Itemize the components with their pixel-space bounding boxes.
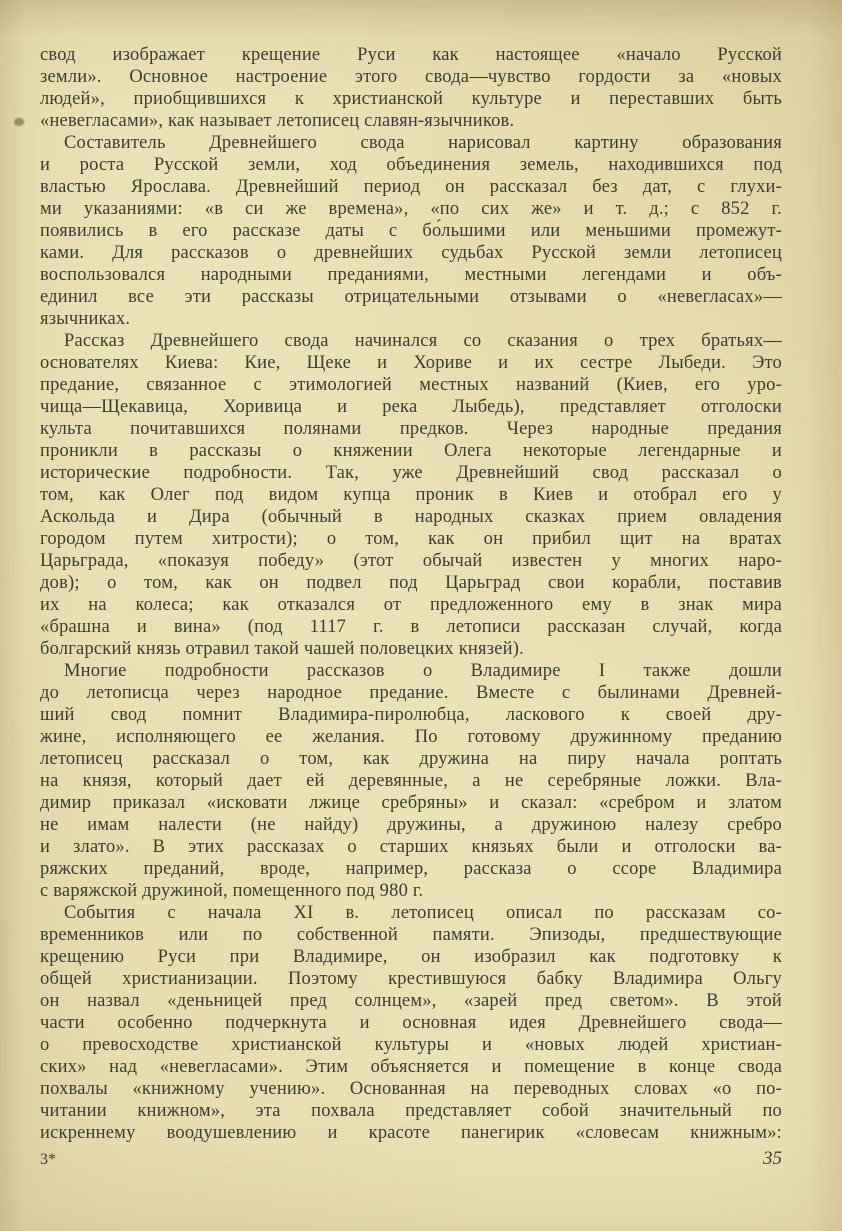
text-line: людей», приобщившихся к христианской культуре и переставших быть	[40, 89, 782, 109]
paragraph	[40, 44, 782, 132]
paragraph	[40, 330, 782, 660]
text-line: ший свод помнит Владимира-пиролюбца, ласкового к своей дру-	[40, 705, 782, 725]
text-line: властью Ярослава. Древнейший период он рассказал без дат, с глухи-	[40, 177, 782, 197]
text-line: похвалы «книжному учению». Основанная на переводных словах «о по-	[40, 1079, 782, 1099]
paragraph	[40, 660, 782, 902]
text-line: ряжских преданий, вроде, например, рассказа о ссоре Владимира	[40, 859, 782, 879]
text-line: болгарский князь отравил такой чашей половецких князей).	[40, 639, 524, 659]
text-line: воспользовался народными преданиями, местными легендами и объ-	[40, 265, 782, 285]
text-line: временников или по собственной памяти. Эпизоды, предшествующие	[40, 925, 782, 945]
text-line: язычниках.	[40, 309, 131, 329]
text-line: и роста Русской земли, ход объединения земель, находившихся под	[40, 155, 782, 175]
paragraph	[40, 902, 782, 1144]
text-line: проникли в рассказы о княжении Олега некоторые легендарные и	[40, 441, 782, 461]
text-line: читании книжном», эта похвала представляет собой значительный по	[40, 1101, 782, 1121]
text-line: городом путем хитрости); о том, как он прибил щит на вратах	[40, 529, 782, 549]
text-line: до летописца через народное предание. Вместе с былинами Древней-	[40, 683, 782, 703]
page-footer	[40, 1148, 782, 1174]
text-line: единил все эти рассказы отрицательными отзывами о «невегласах»—	[40, 287, 782, 307]
text-line: и злато». В этих рассказах о старших князьях были и отголоски ва-	[40, 837, 782, 857]
text-line: Рассказ Древнейшего свода начинался со сказания о трех братьях—	[64, 331, 782, 351]
text-line: на князя, который дает ей деревянные, а не серебряные ложки. Вла-	[40, 771, 782, 791]
text-line: искреннему воодушевлению и красоте панегирик «словесам книжным»:	[40, 1123, 782, 1143]
text-line: основателях Киева: Кие, Щеке и Хориве и их сестре Лыбеди. Это	[40, 353, 782, 373]
text-line: крещению Руси при Владимире, он изобразил как подготовку к	[40, 947, 782, 967]
text-line: не имам налести (не найду) дружины, а дружиною налезу сребро	[40, 815, 782, 835]
page-text	[40, 44, 782, 1144]
text-line: исторические подробности. Так, уже Древнейший свод рассказал о	[40, 463, 782, 483]
text-line: ками. Для рассказов о древнейших судьбах Русской земли летописец	[40, 243, 782, 263]
text-line: культа почитавшихся полянами предков. Через народные предания	[40, 419, 782, 439]
text-line: Многие подробности рассказов о Владимире I также дошли	[64, 661, 782, 681]
text-line: жине, исполняющего ее желания. По готовому дружинному преданию	[40, 727, 782, 747]
text-line: свод изображает крещение Руси как настоящее «начало Русской	[40, 45, 782, 65]
text-line: ских» над «невегласами». Этим объясняется и помещение в конце свода	[40, 1057, 782, 1077]
text-line: ми указаниями: «в си же времена», «по сих же» и т. д.; с 852 г.	[40, 199, 782, 219]
page-number: 35	[763, 1148, 782, 1169]
text-line: о превосходстве христианской культуры и «новых людей христиан-	[40, 1035, 782, 1055]
text-line: димир приказал «исковати лжице сребряны» и сказал: «сребром и златом	[40, 793, 782, 813]
text-line: «брашна и вина» (под 1117 г. в летописи рассказан случай, когда	[40, 617, 782, 637]
text-line: предание, связанное с этимологией местных названий (Киев, его уро-	[40, 375, 782, 395]
text-line: их на колеса; как отказался от предложенного ему в знак мира	[40, 595, 782, 615]
text-line: События с начала XI в. летописец описал по рассказам со-	[64, 903, 782, 923]
text-line: том, как Олег под видом купца проник в Киев и отобрал его у	[40, 485, 782, 505]
ink-speck	[14, 118, 24, 126]
text-line: Составитель Древнейшего свода нарисовал картину образования	[64, 133, 782, 153]
text-line: земли». Основное настроение этого свода—чувство гордости за «новых	[40, 67, 782, 87]
text-line: Аскольда и Дира (обычный в народных сказках прием овладения	[40, 507, 782, 527]
text-line: с варяжской дружиной, помещенного под 980 г.	[40, 881, 424, 901]
text-line: он назвал «деньницей пред солнцем», «зарей пред светом». В этой	[40, 991, 782, 1011]
paragraph	[40, 132, 782, 330]
text-line: появились в его рассказе даты с бо́льшими или меньшими промежут-	[40, 221, 782, 241]
text-line: Царьграда, «показуя победу» (этот обычай известен у многих наро-	[40, 551, 782, 571]
text-line: летописец рассказал о том, как дружина на пиру начала роптать	[40, 749, 782, 769]
text-line: общей христианизации. Поэтому крестившуюся бабку Владимира Ольгу	[40, 969, 782, 989]
text-line: дов); о том, как он подвел под Царьград свои корабли, поставив	[40, 573, 782, 593]
signature-mark: 3*	[40, 1151, 56, 1168]
text-line: «невегласами», как называет летописец славян-язычников.	[40, 111, 515, 131]
text-line: чища—Щекавица, Хоривица и река Лыбедь), представляет отголоски	[40, 397, 782, 417]
text-line: части особенно подчеркнута и основная идея Древнейшего свода—	[40, 1013, 782, 1033]
